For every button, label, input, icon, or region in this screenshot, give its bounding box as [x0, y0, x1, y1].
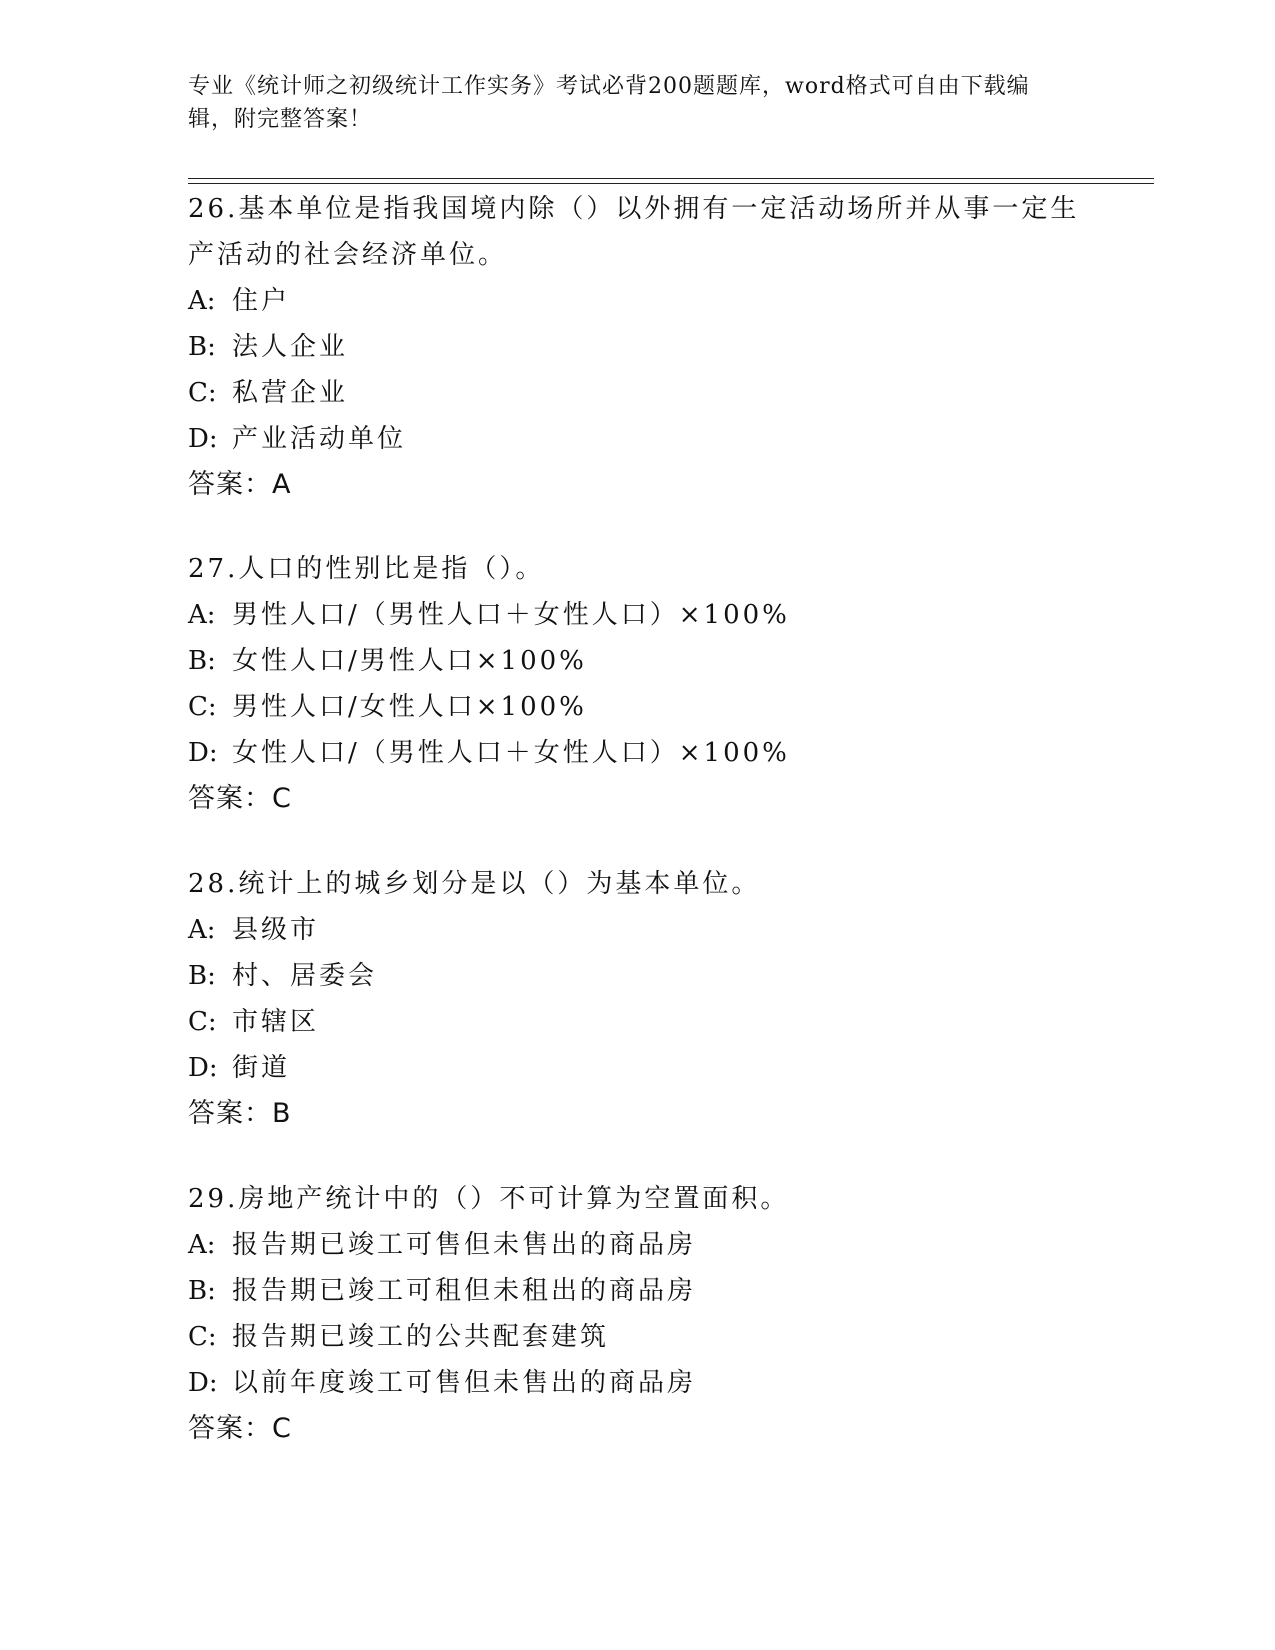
option-letter: C: — [188, 378, 217, 408]
option-letter: D: — [188, 1368, 218, 1398]
document-header: 专业《统计师之初级统计工作实务》考试必背200题题库，word格式可自由下载编辑，附完整答案！ — [188, 74, 1030, 132]
option-d — [188, 1045, 1088, 1091]
option-text: 市辖区 — [232, 1007, 320, 1037]
option-text: 报告期已竣工的公共配套建筑 — [232, 1322, 610, 1352]
question-text: 26.基本单位是指我国境内除（）以外拥有一定活动场所并从事一定生产活动的社会经济单位。 — [188, 194, 1080, 270]
option-a — [188, 1222, 1088, 1268]
option-letter: D: — [188, 424, 218, 454]
option-letter: A: — [188, 600, 216, 630]
option-text: 女性人口/男性人口×100% — [232, 646, 587, 676]
option-letter: B: — [188, 646, 216, 676]
option-a — [188, 278, 1088, 324]
option-c — [188, 1314, 1088, 1360]
question-27 — [188, 546, 1088, 822]
option-text: 女性人口/（男性人口＋女性人口）×100% — [232, 738, 790, 768]
option-c — [188, 370, 1088, 416]
option-text: 男性人口/（男性人口＋女性人口）×100% — [232, 600, 790, 630]
question-text: 28.统计上的城乡划分是以（）为基本单位。 — [188, 869, 761, 899]
option-b — [188, 953, 1088, 999]
option-letter: D: — [188, 738, 218, 768]
option-b — [188, 1268, 1088, 1314]
option-text: 报告期已竣工可租但未租出的商品房 — [232, 1276, 697, 1306]
option-a — [188, 592, 1088, 638]
answer-label: 答案：B — [188, 1098, 292, 1129]
option-text: 男性人口/女性人口×100% — [232, 692, 587, 722]
answer-label: 答案：C — [188, 1413, 292, 1444]
option-letter: A: — [188, 1230, 216, 1260]
option-text: 县级市 — [232, 915, 320, 945]
option-letter: D: — [188, 1053, 218, 1083]
option-text: 以前年度竣工可售但未售出的商品房 — [232, 1368, 697, 1398]
option-text: 报告期已竣工可售但未售出的商品房 — [232, 1230, 697, 1260]
question-text: 29.房地产统计中的（）不可计算为空置面积。 — [188, 1184, 790, 1214]
option-text: 村、居委会 — [232, 961, 378, 991]
option-text: 产业活动单位 — [232, 424, 407, 454]
option-text: 街道 — [232, 1053, 291, 1083]
question-26 — [188, 186, 1088, 508]
question-28 — [188, 861, 1088, 1137]
option-b — [188, 638, 1088, 684]
question-text: 27.人口的性别比是指（）。 — [188, 554, 545, 584]
header-divider-bottom — [188, 183, 1154, 184]
question-29 — [188, 1176, 1088, 1452]
answer-label: 答案：C — [188, 783, 292, 814]
option-letter: C: — [188, 1007, 217, 1037]
option-a — [188, 907, 1088, 953]
option-d — [188, 1360, 1088, 1406]
option-letter: B: — [188, 961, 216, 991]
option-c — [188, 999, 1088, 1045]
option-d — [188, 730, 1088, 776]
answer-label: 答案：A — [188, 469, 292, 500]
option-letter: C: — [188, 1322, 217, 1352]
option-letter: A: — [188, 286, 216, 316]
option-letter: B: — [188, 332, 216, 362]
option-d — [188, 416, 1088, 462]
option-letter: C: — [188, 692, 217, 722]
option-text: 法人企业 — [232, 332, 349, 362]
option-text: 住户 — [232, 286, 291, 316]
option-b — [188, 324, 1088, 370]
header-divider-top — [188, 178, 1154, 179]
option-text: 私营企业 — [232, 378, 349, 408]
option-letter: B: — [188, 1276, 216, 1306]
option-c — [188, 684, 1088, 730]
option-letter: A: — [188, 915, 216, 945]
